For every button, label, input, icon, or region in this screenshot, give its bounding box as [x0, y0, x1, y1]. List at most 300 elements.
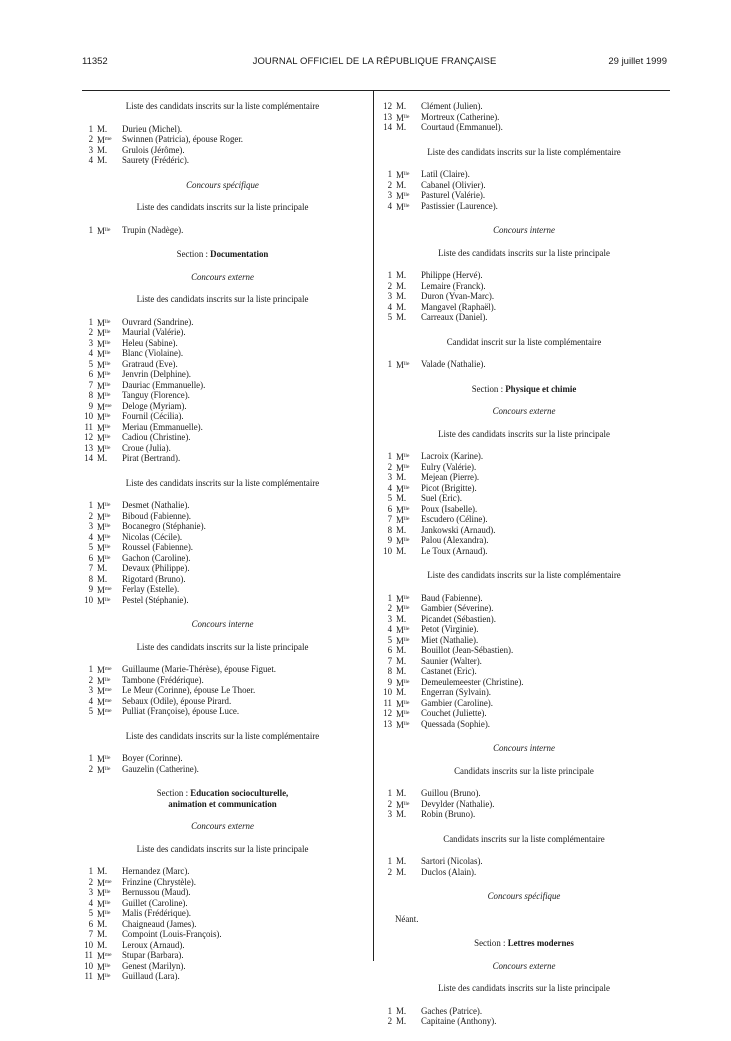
civility-title: M. — [396, 645, 407, 655]
candidate-name: Quessada (Sophie). — [421, 718, 491, 729]
candidate-name: Durieu (Michel). — [122, 123, 183, 134]
rank-number: 4 — [88, 897, 93, 908]
civility-title: M. — [97, 918, 108, 929]
page-number: 11352 — [82, 56, 108, 67]
candidate-name: Guillet (Caroline). — [122, 897, 188, 908]
civility — [392, 462, 421, 473]
rank-number: 1 — [88, 500, 93, 510]
civility — [93, 380, 122, 391]
civility-title: M — [396, 635, 404, 646]
list-title: Candidats inscrits sur la liste complémentaire — [443, 833, 605, 844]
civility-title: M — [97, 972, 105, 982]
candidate-row — [381, 809, 667, 820]
civility — [93, 706, 122, 717]
candidate-row — [381, 451, 667, 462]
candidate-row — [82, 971, 363, 982]
civility-suffix: lle — [403, 463, 410, 470]
civility — [392, 867, 421, 878]
civility-title: M — [97, 543, 105, 553]
rank-number: 5 — [387, 312, 392, 322]
candidate-name: Swinnen (Patricia), épouse Roger. — [122, 134, 244, 144]
candidate-name: Gambier (Caroline). — [421, 697, 493, 708]
journal-title: JOURNAL OFFICIEL DE LA RÉPUBLIQUE FRANÇAISE — [252, 56, 497, 67]
civility-suffix: lle — [403, 594, 410, 601]
candidate-row — [82, 574, 363, 585]
rank-number: 2 — [387, 179, 392, 190]
candidate-row — [381, 614, 667, 625]
rank-number: 5 — [387, 493, 392, 503]
candidate-row — [381, 788, 667, 799]
civility-title: M. — [396, 666, 407, 676]
candidate-row — [381, 281, 667, 292]
rank-number: 3 — [387, 190, 392, 200]
candidate-name: Genest (Marilyn). — [122, 960, 186, 971]
civility-title: M — [97, 675, 105, 686]
civility-suffix: lle — [403, 453, 410, 459]
civility-title: M — [396, 709, 404, 719]
civility-title: M. — [97, 939, 108, 950]
civility-title: M — [97, 338, 105, 349]
competition-type: Concours interne — [493, 225, 555, 235]
civility-title: M — [97, 412, 105, 422]
civility — [392, 291, 421, 302]
candidate-list — [82, 225, 363, 236]
civility — [93, 940, 122, 951]
candidate-name: Gratraud (Eve). — [122, 358, 178, 369]
candidate-name: Hernandez (Marc). — [122, 866, 190, 876]
rank-number: 2 — [88, 134, 93, 144]
candidate-row — [82, 753, 363, 764]
civility — [93, 866, 122, 877]
civility-title: M — [97, 877, 105, 888]
candidate-name: Courtaud (Emmanuel). — [421, 122, 503, 132]
candidate-name: Pulliat (Françoise), épouse Luce. — [122, 706, 240, 716]
candidate-row — [82, 453, 363, 464]
candidate-row — [82, 359, 363, 370]
candidate-name: Malis (Frédérique). — [122, 908, 192, 918]
section-heading — [381, 938, 667, 949]
civility-title: M — [396, 515, 404, 525]
competition-type: Concours externe — [492, 406, 556, 416]
civility-title: M. — [396, 291, 407, 301]
section-name: Education socioculturelle, — [190, 788, 289, 798]
civility — [93, 898, 122, 909]
rank-number: 1 — [88, 123, 93, 134]
civility — [392, 719, 421, 730]
candidate-list — [82, 124, 363, 166]
rank-number: 12 — [383, 708, 392, 718]
candidate-name: Eulry (Valérie). — [421, 461, 477, 472]
candidate-name: Petot (Virginie). — [421, 624, 479, 634]
candidate-name: Philippe (Hervé). — [421, 270, 483, 280]
candidate-row — [82, 401, 363, 412]
civility-title: M — [396, 604, 404, 614]
civility-suffix: lle — [403, 192, 410, 198]
rank-number: 10 — [84, 960, 93, 971]
candidate-name: Dauriac (Emmanuelle). — [122, 379, 206, 390]
candidate-row — [82, 443, 363, 454]
candidate-name: Mortreux (Catherine). — [421, 111, 500, 122]
candidate-row — [82, 764, 363, 775]
civility-suffix: lle — [403, 699, 410, 706]
candidate-row — [82, 887, 363, 898]
list-title: Candidats inscrits sur la liste principale — [454, 765, 594, 776]
civility — [93, 145, 122, 156]
civility — [93, 696, 122, 707]
civility — [392, 635, 421, 646]
list-title: Liste des candidats inscrits sur la liste principale — [438, 428, 610, 439]
candidate-name: Demeulemeester (Christine). — [421, 676, 524, 687]
rank-number: 8 — [387, 524, 392, 535]
civility-suffix: lle — [104, 533, 111, 540]
civility — [392, 698, 421, 709]
candidate-row — [82, 877, 363, 888]
candidate-name: Chaigneaud (James). — [122, 918, 197, 929]
civility-suffix: lle — [104, 381, 111, 388]
list-title: Liste des candidats inscrits sur la liste principale — [136, 202, 309, 212]
candidate-name: Miet (Nathalie). — [421, 634, 479, 645]
civility-title: M — [97, 433, 105, 443]
civility-title: M — [396, 191, 404, 201]
civility-suffix: lle — [104, 339, 111, 346]
rank-number: 1 — [387, 270, 392, 280]
civility-suffix: me — [104, 136, 112, 142]
civility-suffix: lle — [403, 361, 410, 367]
rank-number: 12 — [84, 432, 93, 442]
civility-title: M — [396, 201, 404, 212]
candidate-name: Valade (Nathalie). — [421, 359, 486, 369]
rank-number: 5 — [387, 634, 392, 645]
competition-type: Concours externe — [191, 271, 254, 282]
civility-suffix: lle — [403, 537, 410, 543]
civility-title: M — [97, 522, 105, 532]
rank-number: 9 — [88, 584, 93, 594]
civility-title: M. — [396, 545, 407, 556]
civility-title: M. — [396, 613, 407, 624]
civility — [93, 553, 122, 564]
candidate-list — [381, 856, 667, 877]
candidate-row — [82, 327, 363, 338]
rank-number: 4 — [387, 301, 392, 312]
civility-title: M — [97, 595, 105, 606]
candidate-row — [381, 656, 667, 667]
civility-suffix: lle — [104, 502, 111, 508]
rank-number: 10 — [84, 411, 93, 421]
civility-title: M — [396, 462, 404, 473]
civility-suffix: lle — [104, 544, 111, 550]
civility-suffix: me — [104, 666, 112, 672]
rank-number: 13 — [383, 718, 392, 729]
civility-suffix: lle — [104, 910, 111, 916]
candidate-name: Pestel (Stéphanie). — [122, 594, 189, 605]
candidate-name: Castanet (Eric). — [421, 666, 477, 676]
civility-suffix: lle — [403, 505, 410, 512]
civility-suffix: lle — [104, 360, 111, 367]
civility-suffix: lle — [104, 318, 111, 325]
candidate-name: Latil (Claire). — [421, 169, 470, 179]
candidate-row — [82, 422, 363, 433]
civility-title: M — [97, 401, 105, 412]
civility-suffix: lle — [104, 676, 111, 683]
candidate-name: Le Toux (Arnaud). — [421, 545, 488, 556]
civility — [93, 950, 122, 961]
candidate-name: Baud (Fabienne). — [421, 592, 483, 603]
candidate-name: Le Meur (Corinne), épouse Le Thoer. — [122, 685, 256, 695]
competition-type: Concours externe — [492, 960, 556, 971]
civility-suffix: lle — [104, 413, 111, 419]
candidate-name: Heleu (Sabine). — [122, 337, 178, 348]
rank-number: 7 — [88, 563, 93, 573]
candidate-name: Saunier (Walter). — [421, 655, 482, 666]
civility — [93, 500, 122, 511]
candidate-name: Pirat (Bertrand). — [122, 453, 181, 463]
candidate-name: Pasturel (Valérie). — [421, 190, 486, 200]
civility-title: M. — [97, 453, 108, 463]
civility-title: M — [97, 380, 105, 391]
civility — [93, 675, 122, 686]
civility-title: M — [97, 553, 105, 564]
civility-title: M — [97, 135, 105, 145]
candidate-name: Cadiou (Christine). — [122, 432, 191, 442]
rank-number: 1 — [387, 856, 392, 866]
candidate-list — [82, 664, 363, 717]
issue-date: 29 juillet 1999 — [608, 56, 667, 67]
civility — [93, 369, 122, 380]
civility-suffix: lle — [403, 171, 410, 177]
civility — [93, 348, 122, 359]
civility-title: M — [97, 888, 105, 898]
candidate-row — [381, 270, 667, 281]
candidate-name: Saurety (Frédéric). — [122, 155, 190, 165]
candidate-row — [82, 511, 363, 522]
civility — [93, 521, 122, 532]
civility-suffix: lle — [104, 434, 111, 440]
candidate-name: Devaux (Philippe). — [122, 563, 190, 573]
civility — [392, 451, 421, 462]
candidate-name: Bocanegro (Stéphanie). — [122, 521, 206, 531]
candidate-name: Maurial (Valérie). — [122, 327, 186, 337]
civility-title: M — [97, 422, 105, 433]
rank-number: 3 — [387, 291, 392, 301]
rank-number: 1 — [88, 664, 93, 674]
candidate-name: Engerran (Sylvain). — [421, 687, 491, 697]
candidate-list — [381, 359, 667, 370]
civility-title: M — [396, 360, 404, 370]
candidate-list — [381, 451, 667, 556]
candidate-list — [82, 317, 363, 464]
candidate-row — [381, 493, 667, 504]
section-name: Documentation — [210, 249, 269, 259]
civility — [93, 877, 122, 888]
civility — [392, 201, 421, 212]
civility-title: M. — [97, 563, 108, 573]
civility-suffix: lle — [403, 800, 410, 807]
civility-title: M. — [97, 573, 108, 584]
civility-suffix: me — [104, 708, 112, 714]
candidate-name: Mangavel (Raphaël). — [421, 301, 496, 312]
rank-number: 1 — [387, 451, 392, 461]
civility — [392, 504, 421, 515]
rank-number: 1 — [88, 224, 93, 235]
civility — [392, 614, 421, 625]
candidate-row — [82, 866, 363, 877]
civility-title: M. — [396, 179, 407, 190]
civility — [93, 124, 122, 135]
candidate-name: Gaches (Patrice). — [421, 1005, 483, 1016]
civility-suffix: lle — [104, 755, 111, 761]
civility-title: M — [97, 532, 105, 543]
rank-number: 6 — [387, 645, 392, 655]
candidate-list — [82, 500, 363, 605]
candidate-name: Boyer (Corinne). — [122, 753, 183, 763]
civility — [392, 546, 421, 557]
civility-title: M — [97, 585, 105, 595]
civility — [392, 525, 421, 536]
civility — [93, 317, 122, 328]
rank-number: 5 — [88, 358, 93, 369]
civility-title: M — [97, 961, 105, 972]
candidate-name: Capitaine (Anthony). — [421, 1016, 497, 1026]
candidate-name: Palou (Alexandra). — [421, 535, 489, 545]
civility-title: M. — [396, 493, 407, 503]
civility-title: M. — [396, 312, 407, 322]
civility-title: M — [97, 317, 105, 328]
rank-number: 1 — [387, 788, 392, 798]
candidate-row — [381, 546, 667, 557]
civility — [93, 664, 122, 675]
candidate-name: Poux (Isabelle). — [421, 503, 478, 514]
civility-suffix: lle — [403, 484, 410, 491]
candidate-name: Tambone (Frédérique). — [122, 674, 204, 685]
civility — [392, 624, 421, 635]
candidate-row — [381, 483, 667, 494]
candidate-name: Duclos (Alain). — [421, 866, 477, 877]
rank-number: 11 — [84, 950, 93, 960]
candidate-name: Lemaire (Franck). — [421, 280, 486, 291]
civility-suffix: lle — [403, 626, 410, 632]
rank-number: 6 — [88, 918, 93, 929]
candidate-row — [381, 867, 667, 878]
civility — [93, 584, 122, 595]
candidate-row — [82, 919, 363, 930]
rank-number: 9 — [387, 676, 392, 687]
civility-suffix: lle — [104, 554, 111, 561]
rank-number: 6 — [88, 369, 93, 379]
civility-title: M — [396, 112, 404, 123]
candidate-row — [82, 155, 363, 166]
rank-number: 10 — [383, 687, 392, 697]
rank-number: 4 — [88, 155, 93, 165]
civility — [93, 971, 122, 982]
rank-number: 3 — [88, 887, 93, 897]
list-title: Liste des candidats inscrits sur la liste complémentaire — [427, 570, 621, 580]
candidate-row — [82, 929, 363, 940]
civility-suffix: lle — [104, 423, 111, 430]
civility-title: M. — [97, 929, 108, 939]
section-heading — [82, 249, 363, 260]
civility — [93, 887, 122, 898]
note-text: Néant. — [395, 913, 419, 924]
candidate-row — [82, 696, 363, 707]
column-divider — [373, 91, 374, 961]
rank-number: 1 — [88, 316, 93, 327]
candidate-name: Jenvrin (Delphine). — [122, 369, 192, 379]
civility — [392, 359, 421, 370]
rank-number: 13 — [383, 111, 392, 122]
candidate-row — [381, 180, 667, 191]
civility-suffix: lle — [104, 350, 111, 356]
civility-suffix: lle — [104, 962, 111, 969]
candidate-row — [82, 380, 363, 391]
rank-number: 14 — [383, 122, 392, 132]
rank-number: 8 — [88, 390, 93, 400]
section-prefix: Section : — [156, 788, 191, 798]
candidate-name: Couchet (Juliette). — [421, 708, 487, 718]
candidate-name: Meriau (Emmanuelle). — [122, 421, 203, 432]
civility-title: M — [396, 593, 404, 604]
candidate-row — [82, 584, 363, 595]
candidate-name: Lacroix (Karine). — [421, 451, 484, 461]
candidate-name: Suel (Eric). — [421, 493, 462, 503]
civility-title: M — [97, 370, 105, 380]
civility-suffix: me — [104, 878, 112, 885]
rank-number: 5 — [88, 908, 93, 918]
candidate-row — [381, 666, 667, 677]
candidate-row — [381, 1016, 667, 1027]
civility-suffix: me — [104, 687, 112, 693]
civility — [93, 685, 122, 696]
candidate-row — [381, 856, 667, 867]
civility — [93, 432, 122, 443]
candidate-name: Gambier (Séverine). — [421, 603, 494, 613]
candidate-row — [381, 687, 667, 698]
civility-title: M — [97, 349, 105, 359]
civility — [93, 542, 122, 553]
civility — [93, 919, 122, 930]
candidate-name: Pastissier (Laurence). — [421, 200, 498, 211]
rank-number: 4 — [387, 200, 392, 211]
candidate-row — [381, 359, 667, 370]
civility-title: M — [396, 536, 404, 546]
civility-title: M. — [396, 524, 407, 535]
rank-number: 13 — [84, 442, 93, 453]
civility-title: M — [396, 719, 404, 730]
civility — [392, 472, 421, 483]
candidate-name: Carreaux (Daniel). — [421, 312, 488, 322]
civility-title: M — [97, 501, 105, 511]
candidate-row — [381, 799, 667, 810]
candidate-name: Guillou (Bruno). — [421, 788, 481, 798]
civility-title: M. — [396, 788, 407, 798]
civility-title: M. — [396, 101, 407, 111]
candidate-row — [381, 514, 667, 525]
candidate-list — [381, 270, 667, 323]
candidate-row — [82, 521, 363, 532]
list-title: Liste des candidats inscrits sur la liste principale — [438, 247, 610, 258]
candidate-name: Blanc (Violaine). — [122, 348, 184, 358]
rank-number: 2 — [88, 876, 93, 887]
civility-suffix: lle — [104, 523, 111, 529]
list-title: Liste des candidats inscrits sur la liste principale — [136, 641, 309, 652]
rank-number: 2 — [387, 798, 392, 809]
civility — [93, 532, 122, 543]
candidate-name: Biboud (Fabienne). — [122, 510, 192, 521]
civility-title: M — [396, 625, 404, 635]
civility-suffix: me — [104, 586, 112, 592]
list-title: Liste des candidats inscrits sur la liste complémentaire — [427, 146, 621, 157]
section-name: Physique et chimie — [505, 383, 577, 394]
candidate-name: Ouvrard (Sandrine). — [122, 316, 194, 327]
